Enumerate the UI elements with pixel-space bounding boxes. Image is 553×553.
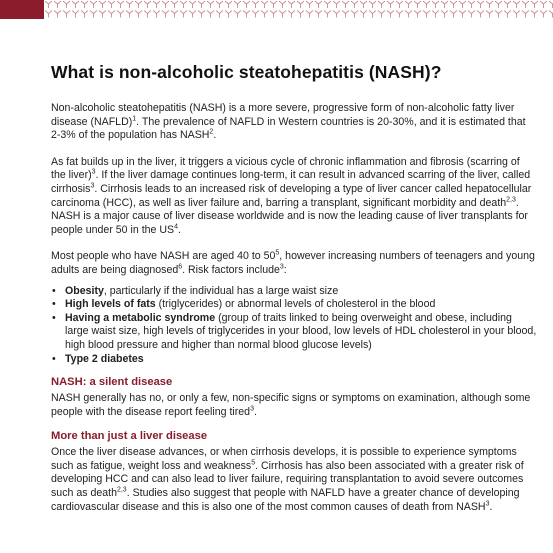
page-title: What is non-alcoholic steatohepatitis (NASH)? xyxy=(51,62,442,82)
text-run: Once the liver disease advances, or when cirrhosis develops, it is possible to experience symptoms such as fatigue, weight loss and weakness xyxy=(51,446,517,472)
text-run: . NASH is a major cause of liver disease worldwide and is now the leading cause of liver transplants for people under 50 in the US xyxy=(51,196,528,236)
risk-factor-detail: , particularly if the individual has a large waist size xyxy=(103,284,339,297)
document-page xyxy=(51,62,537,527)
list-item xyxy=(65,285,537,299)
text-run: . xyxy=(178,223,181,236)
text-run: . If the liver damage continues long-term, it can result in advanced scarring of the liver, called cirrhosis xyxy=(51,169,531,195)
risk-factor-list xyxy=(51,285,537,367)
list-item xyxy=(65,312,537,353)
more-than-liver-paragraph xyxy=(51,446,537,514)
text-run: NASH generally has no, or only a few, non-specific signs or symptoms on examination, although some people with the disease report feeling tired xyxy=(51,392,531,418)
silent-disease-paragraph xyxy=(51,392,537,419)
citation: 5 xyxy=(251,459,256,467)
risk-factor-term: Obesity xyxy=(65,284,104,297)
text-run: . xyxy=(489,500,493,513)
text-run: As fat builds up in the liver, it triggers a vicious cycle of chronic inflammation and fibrosis (scarring of the liver) xyxy=(51,155,520,182)
text-run: . Cirrhosis has also been associated with a greater risk of developing HCC and can also lead to liver failure, requiring transplantation to avoid severe outcomes such as death xyxy=(51,459,524,500)
citation: 3 xyxy=(279,263,284,271)
text-run: . xyxy=(213,129,217,142)
section-heading-silent-disease: NASH: a silent disease xyxy=(51,376,173,389)
citation: 5 xyxy=(275,249,280,257)
banner-block xyxy=(0,0,44,19)
citation: 1 xyxy=(132,115,137,123)
citation: 3 xyxy=(485,500,490,508)
citation: 3 xyxy=(91,168,96,176)
text-run: . Risk factors include xyxy=(182,263,280,276)
citation: 2,3 xyxy=(116,486,127,494)
risk-factor-detail: (group of traits linked to being overweight and obese, including large waist size, high levels of triglycerides in your blood, low levels of HDL cholesterol in your blood, high blood pressure and higher than normal blood glucose levels) xyxy=(65,311,537,351)
text-run: Most people who have NASH are aged 40 to 50 xyxy=(51,250,276,263)
section-heading-more-than-liver: More than just a liver disease xyxy=(51,430,208,443)
banner-pattern-icon xyxy=(44,0,553,19)
list-item xyxy=(65,298,537,312)
text-run: Non-alcoholic steatohepatitis (NASH) is a more severe, progressive form of non-alcoholic fatty liver disease (NAFLD) xyxy=(51,102,515,128)
risk-factor-term: High levels of fats xyxy=(65,298,156,311)
text-run: . Studies also suggest that people with NAFLD have a greater chance of developing cardiovascular disease and this is also one of the most common causes of death from NASH xyxy=(51,487,520,513)
text-run: . xyxy=(253,405,257,418)
risk-factor-term: Having a metabolic syndrome xyxy=(65,311,216,324)
decorative-banner xyxy=(0,0,553,19)
citation: 6 xyxy=(178,263,183,271)
text-run: . Cirrhosis leads to an increased risk of developing a type of liver cancer called hepatocellular carcinoma (HCC), as well as liver failure and, barring a transplant, significant morbidity and death xyxy=(51,182,532,209)
text-run: : xyxy=(283,263,287,276)
citation: 2,3 xyxy=(506,196,516,204)
risk-factor-detail: (triglycerides) or abnormal levels of cholesterol in the blood xyxy=(155,298,436,311)
citation: 3 xyxy=(250,405,254,413)
text-run: , however increasing numbers of teenagers and young adults are being diagnosed xyxy=(51,250,535,276)
citation: 4 xyxy=(174,223,179,231)
demographics-paragraph xyxy=(51,250,537,277)
list-item xyxy=(65,353,537,367)
risk-factor-term: Type 2 diabetes xyxy=(65,352,144,365)
intro-paragraph xyxy=(51,102,537,143)
text-run: . The prevalence of NAFLD in Western countries is 20-30%, and it is estimated that 2-3% of the population has NASH xyxy=(51,115,526,142)
progression-paragraph xyxy=(51,156,537,238)
citation: 3 xyxy=(90,182,95,190)
citation: 2 xyxy=(209,128,214,136)
